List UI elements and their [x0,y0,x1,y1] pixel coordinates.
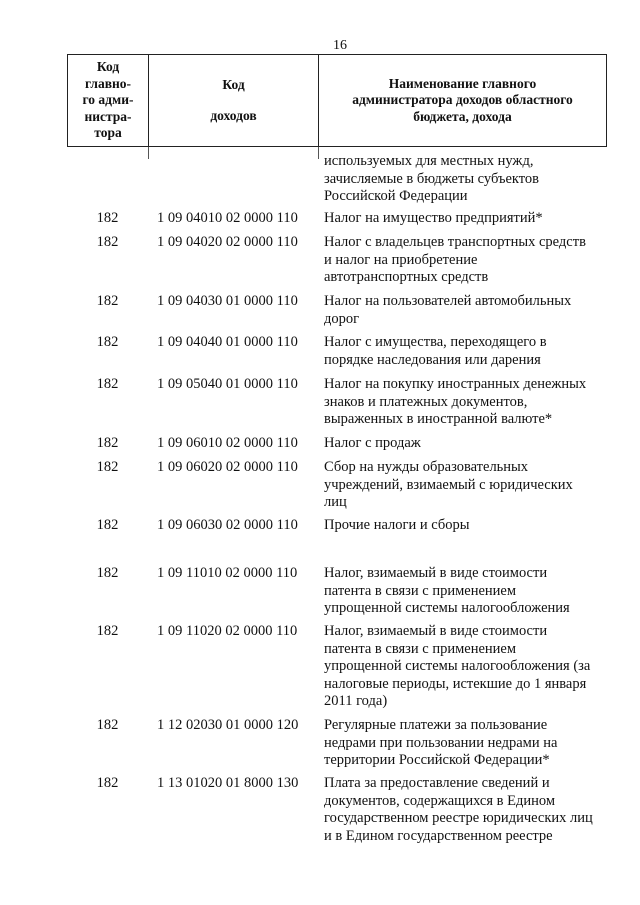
income-name: Налог на покупку иностранных денежных знаков и платежных документов, выраженных в иностранной валюте* [324,376,587,427]
income-name: Налог, взимаемый в виде стоимости патента в связи с применением упрощенной системы налогообложения (за налоговые периоды, истекшие до 1 января 2011 года) [324,623,591,709]
income-code: 1 09 04020 02 0000 110 [157,234,298,250]
income-code: 1 12 02030 01 0000 120 [157,717,299,733]
page-number: 16 [333,38,347,53]
column-divider-2 [318,147,319,159]
income-code: 1 09 04030 01 0000 110 [157,293,298,309]
admin-code: 182 [96,717,119,733]
income-code: 1 09 04010 02 0000 110 [157,210,298,226]
admin-code: 182 [96,459,119,475]
income-name: Налог с имущества, переходящего в порядке наследования или дарения [324,334,547,368]
income-name: Сбор на нужды образовательных учреждений, взимаемый с юридических лиц [324,459,573,510]
table-header [67,54,607,147]
admin-code: 182 [96,435,119,451]
admin-code: 182 [96,775,119,791]
income-code: 1 09 06020 02 0000 110 [157,459,298,475]
admin-code: 182 [96,517,119,533]
income-code: 1 13 01020 01 8000 130 [157,775,299,791]
income-code: 1 09 11020 02 0000 110 [157,623,298,639]
header-income-code-line2: доходов [210,107,257,123]
header-income-code [149,55,319,146]
income-code: 1 09 11010 02 0000 110 [157,565,298,581]
admin-code: 182 [96,293,119,309]
income-name: Налог, взимаемый в виде стоимости патента в связи с применением упрощенной системы налогообложения [324,565,570,616]
admin-code: 182 [96,334,119,350]
admin-code: 182 [96,565,119,581]
admin-code: 182 [96,623,119,639]
header-income-code-line1: Код [222,77,245,92]
income-code: 1 09 06030 02 0000 110 [157,517,298,533]
income-code: 1 09 04040 01 0000 110 [157,334,298,350]
admin-code: 182 [96,210,119,226]
admin-code: 182 [96,234,119,250]
income-name: Налог с продаж [324,435,421,451]
income-name: Налог на пользователей автомобильных дорог [324,293,572,327]
income-name: Налог с владельцев транспортных средств и налог на приобретение автотранспортных средств [324,234,586,285]
income-code: 1 09 06010 02 0000 110 [157,435,298,451]
income-code: 1 09 05040 01 0000 110 [157,376,298,392]
income-name: Регулярные платежи за пользование недрами при пользовании недрами на территории Российской Федерации* [324,717,558,768]
header-admin-code: Код главно- го адми- нистра- тора [68,55,149,146]
header-name: Наименование главного администратора доходов областного бюджета, дохода [352,75,573,124]
admin-code: 182 [96,376,119,392]
income-name: Плата за предоставление сведений и документов, содержащихся в Едином государственном реестре юридических лиц и в Едином государственном реестре [324,775,593,844]
income-name: Налог на имущество предприятий* [324,210,543,226]
income-table [67,54,607,844]
income-name: Прочие налоги и сборы [324,517,470,533]
column-divider-1 [148,147,149,159]
continuation-text: используемых для местных нужд, зачисляемые в бюджеты субъектов Российской Федерации [324,153,540,204]
